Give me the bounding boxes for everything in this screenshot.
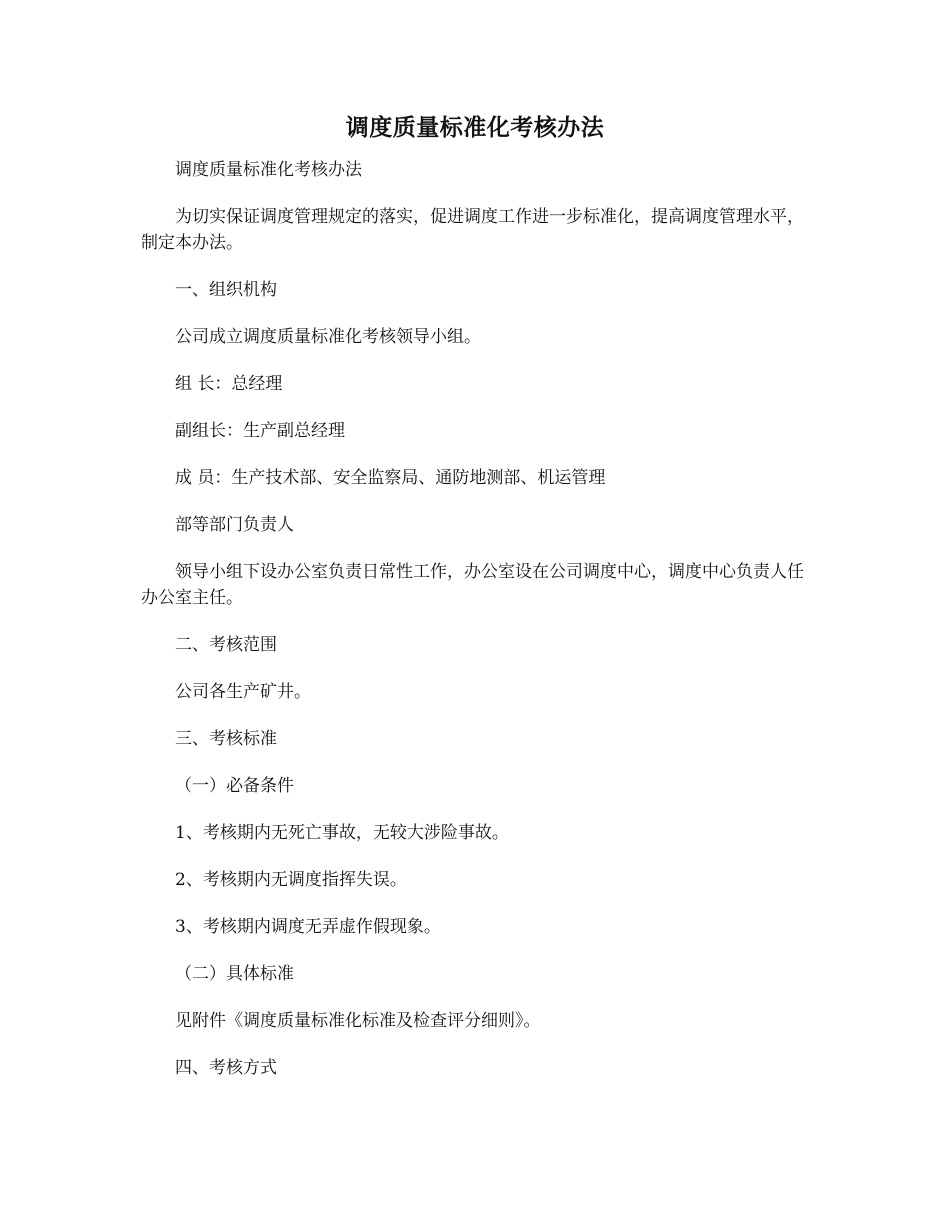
document-body [141,157,811,1081]
list-item-condition-2: 2、考核期内无调度指挥失误。 [175,870,407,890]
paragraph-deputy-leader: 副组长：生产副总经理 [175,421,345,441]
list-item-condition-1: 1、考核期内无死亡事故，无较大涉险事故。 [175,823,509,843]
paragraph-attachment-reference: 见附件《调度质量标准化标准及检查评分细则》。 [175,1011,541,1031]
paragraph-purpose: 为切实保证调度管理规定的落实，促进调度工作进一步标准化，提高调度管理水平，制定本办法。 [141,207,804,253]
section-heading-standards: 三、考核标准 [175,729,277,749]
section-heading-organization: 一、组织机构 [175,280,277,300]
document-title: 调度质量标准化考核办法 [345,114,605,141]
paragraph-subtitle: 调度质量标准化考核办法 [175,160,362,180]
paragraph-members: 成 员：生产技术部、安全监察局、通防地测部、机运管理 [175,468,606,488]
section-heading-scope: 二、考核范围 [175,635,277,655]
paragraph-scope: 公司各生产矿井。 [175,682,311,702]
paragraph-leadership-group: 公司成立调度质量标准化考核领导小组。 [175,327,481,347]
paragraph-members-continued: 部等部门负责人 [175,515,294,535]
paragraph-office: 领导小组下设办公室负责日常性工作，办公室设在公司调度中心，调度中心负责人任办公室主任。 [141,562,804,608]
list-item-condition-3: 3、考核期内调度无弄虚作假现象。 [175,917,441,937]
subheading-specific-standards: （二）具体标准 [175,964,294,984]
paragraph-group-leader: 组 长：总经理 [175,374,283,394]
section-heading-assessment-method: 四、考核方式 [175,1058,277,1078]
subheading-required-conditions: （一）必备条件 [175,776,294,796]
